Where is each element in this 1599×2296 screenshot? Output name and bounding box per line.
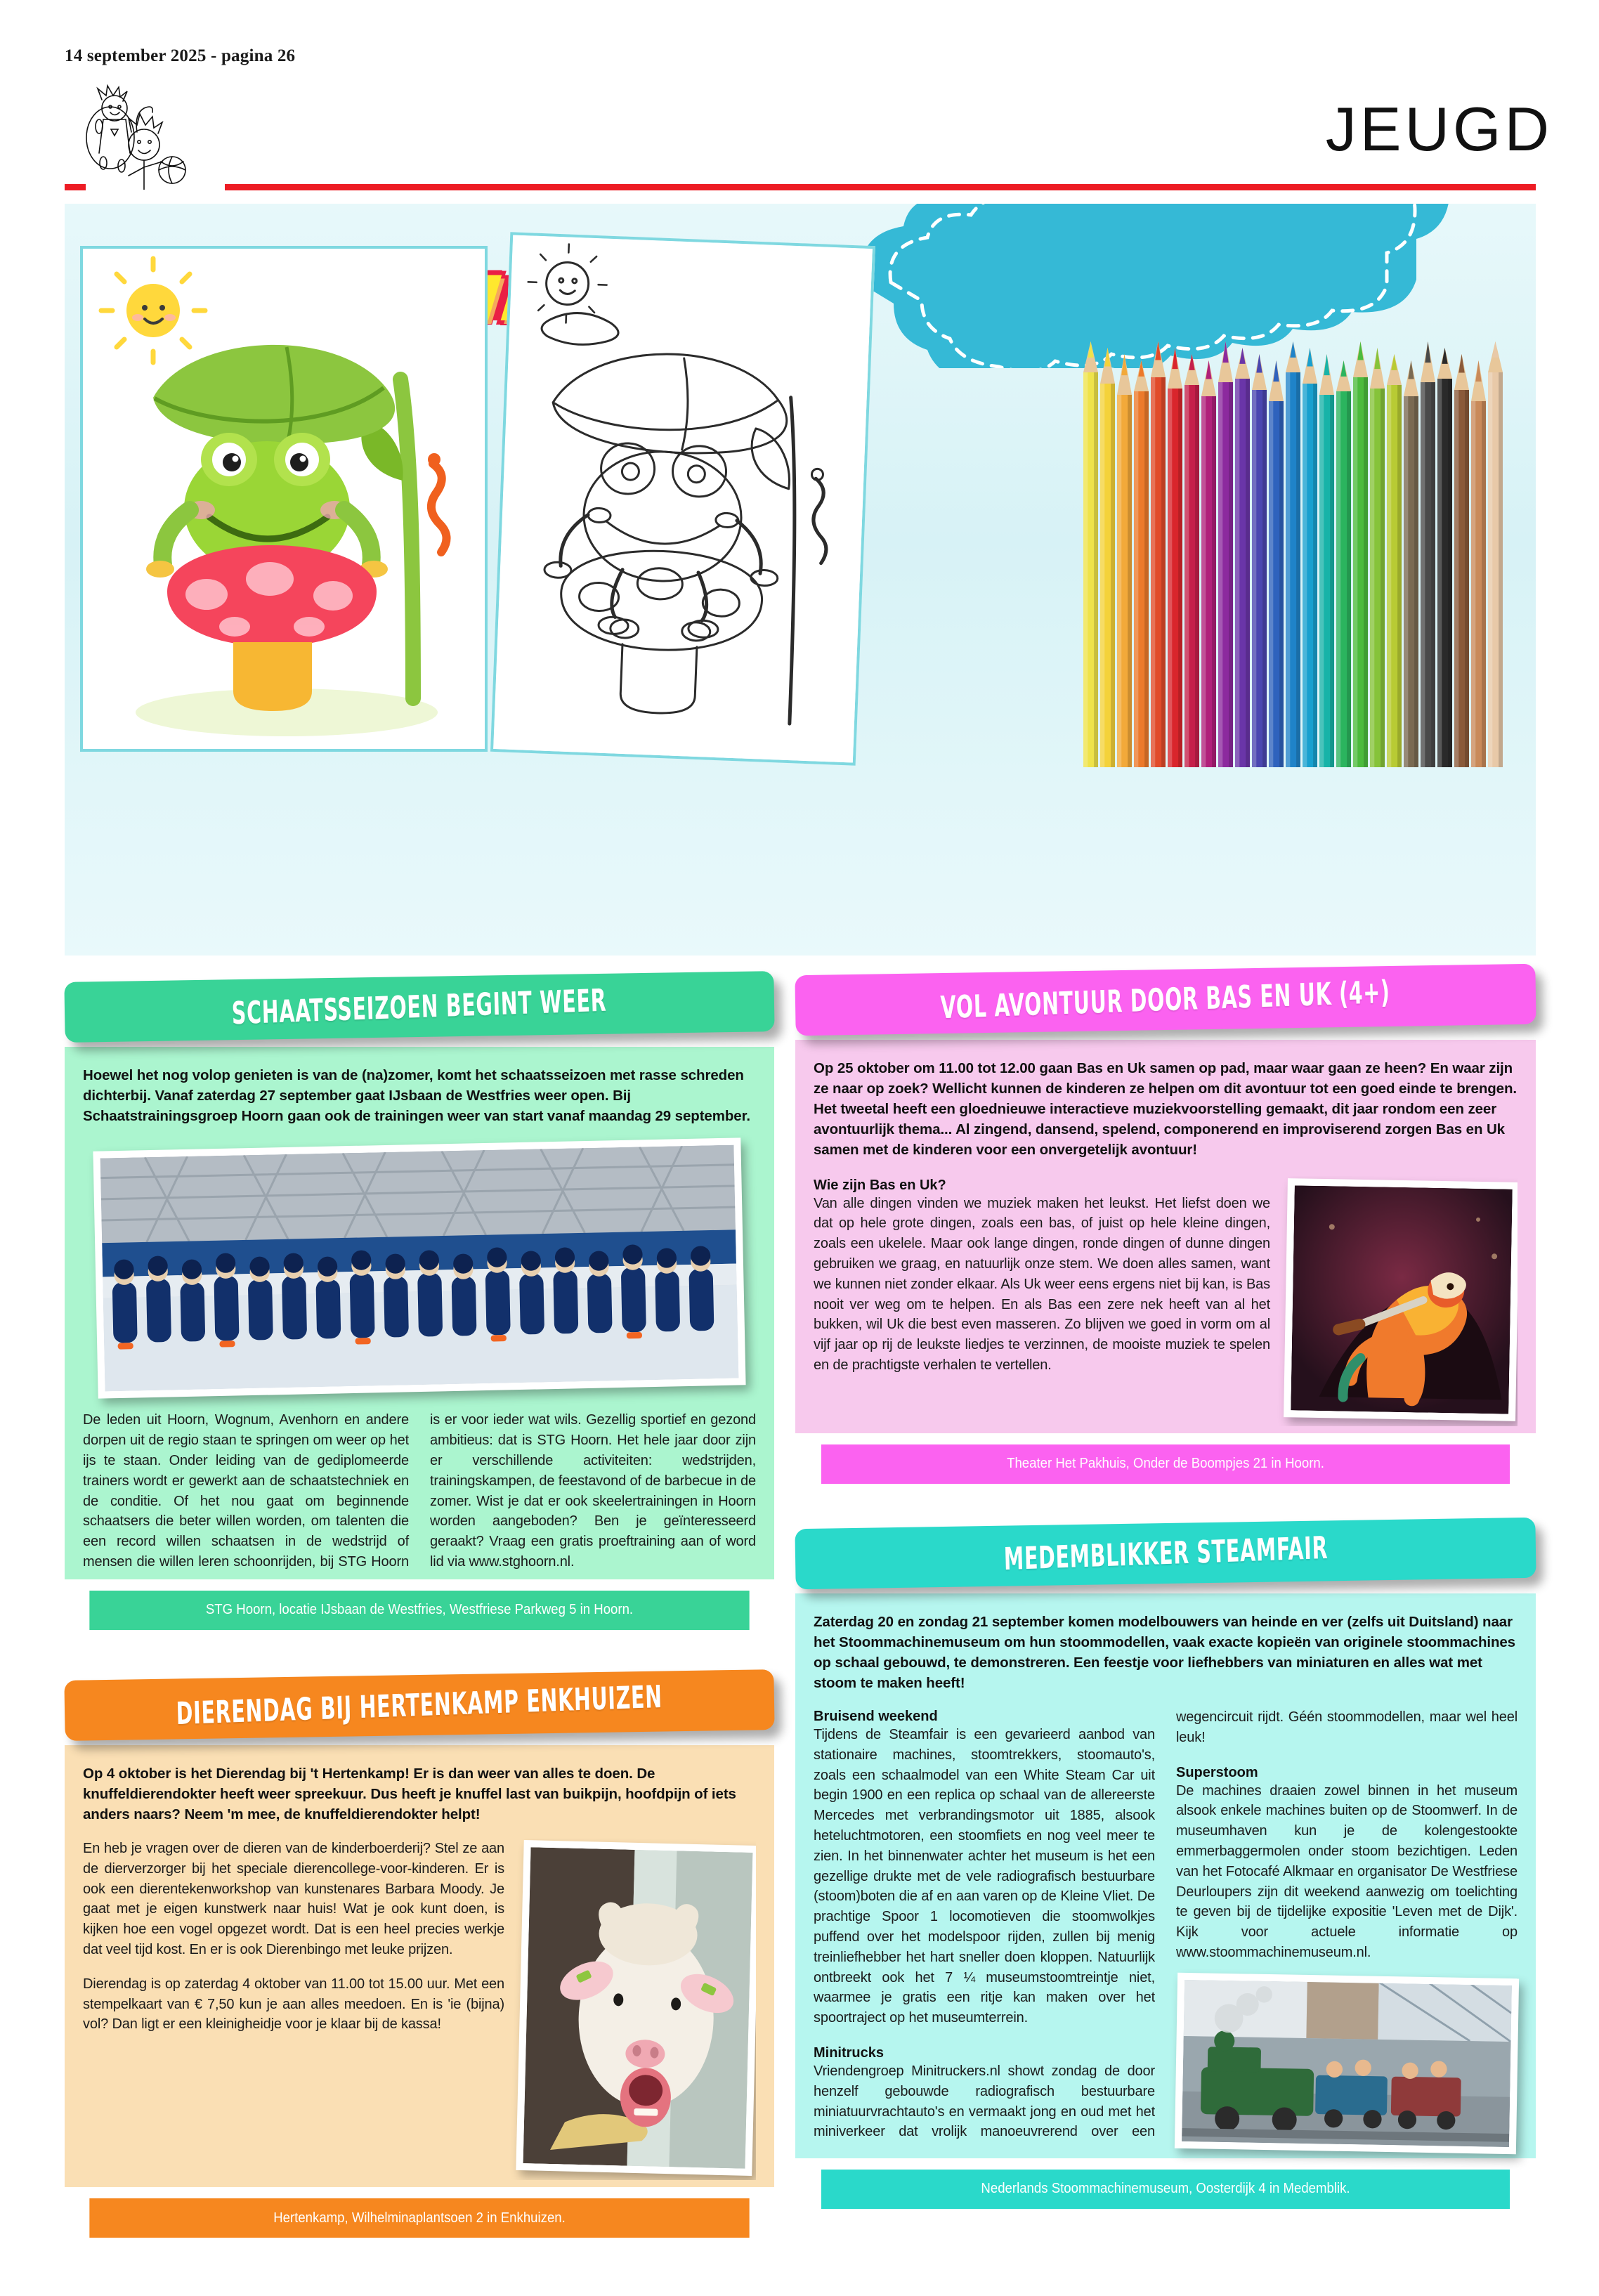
pencil (1319, 354, 1334, 767)
pencil (1471, 360, 1486, 767)
pencil (1269, 360, 1284, 767)
pencil (1353, 341, 1368, 767)
pencil (1336, 360, 1351, 767)
article-body-1: En heb je vragen over de dieren van de kinderboerderij? Stel ze aan de dierverzorger bij het speciale dierencollege-voor-kinderen. Er is ook een dierentekenworkshop van kunstenares Barbara Moody. Je gaat met je eigen kunstwerk naar huis! Wat je ook kunt doen, is kijken hoe een vogel opgezet wordt. Dat is een heel precies werkje dat veel tijd kost. En er is ook Dierenbingo met leuke prijzen. (83, 1841, 504, 1958)
pencil (1117, 354, 1132, 767)
right-column (795, 970, 1536, 2209)
article-caption: STG Hoorn, locatie IJsbaan de Westfries, Westfriese Parkweg 5 in Hoorn. (89, 1591, 749, 1630)
pencil (1151, 341, 1166, 767)
article-body-text: De leden uit Hoorn, Wognum, Avenhorn en andere dorpen uit de regio staan te springen om weer op het ijs te staan. Onder leiding van de gediplomeerde trainers wordt er gewerkt aan de schaatstechniek en de conditie. Of het nou gaat om beginnende schaatsers die beter willen worden, om talenten die een record willen schaatsen in de wedstrijd of mensen die willen leren schoonrijden, bij STG Hoorn is er voor ieder wat wils. Gezellig sportief en gezond ambitieus: dat is STG Hoorn. Het hele jaar door zijn er verschillende activiteiten: wedstrijden, trainingskampen, de feestavond of de barbecue in de zomer. Wist je dat er ook skeelertrainingen in Hoorn worden aangeboden? Ben je geïnteresseerd geraakt? Vraag een gratis proeftraining aan of word lid via www.stghoorn.nl. (83, 1412, 756, 1570)
pencil (1252, 354, 1267, 767)
article-header-dierendag (64, 1669, 774, 1741)
article-schaatsseizoen (65, 977, 774, 1630)
photo-steam-train (1175, 1973, 1519, 2154)
article-title: VOL AVONTUUR DOOR BAS EN UK (4+) (940, 974, 1391, 1026)
article-lead: Op 25 oktober om 11.00 tot 12.00 gaan Bas en Uk samen op pad, maar waar gaan ze heen? En waar zijn ze naar op zoek? Wellicht kunnen de kinderen ze helpen om dit avontuur tot een goed einde te brengen. Het tweetal heeft een gloednieuwe interactieve muziekvoorstelling gemaakt, dit jaar rondom een zeer avontuurlijk thema... Al zingend, dansend, spelend, componerend en improviserend zorgen Bas en Uk samen met de kinderen voor een onvergetelijk avontuur! (814, 1060, 1517, 1159)
article-subhead-2: Minitrucks (814, 2044, 885, 2061)
dateline: 14 september 2025 - pagina 26 (65, 46, 296, 65)
pencil (1286, 341, 1300, 767)
pencil (1218, 341, 1233, 767)
colored-pencils-illustration (1076, 337, 1526, 773)
article-body-schaatsseizoen (65, 1047, 774, 1579)
nakleuren-hero (65, 204, 1536, 955)
coloring-page-color-version (80, 246, 488, 752)
pencil (1100, 348, 1115, 767)
article-header-steamfair (795, 1517, 1536, 1589)
article-caption: Hertenkamp, Wilhelminaplantsoen 2 in Enkhuizen. (89, 2198, 749, 2238)
photo-bas-en-uk (1284, 1178, 1518, 1421)
pencil (1421, 341, 1435, 767)
article-dierendag (65, 1675, 774, 2238)
article-bas-en-uk (795, 970, 1536, 1484)
article-header-bas-en-uk (795, 964, 1536, 1036)
left-column (65, 977, 774, 2238)
article-lead: Op 4 oktober is het Dierendag bij 't Hertenkamp! Er is dan weer van alles te doen. De knuffeldierendokter heeft weer spreekuur. Dus heeft je knuffel last van buikpijn, hoofdpijn of iets anders naars? Neem 'm mee, de knuffeldierendokter helpt! (83, 1765, 736, 1822)
rule-right (225, 184, 1536, 190)
article-lead: Hoewel het nog volop genieten is van de (na)zomer, komt het schaatsseizoen met rasse schreden dichterbij. Vanaf zaterdag 27 september gaat IJsbaan de Westfries weer open. Bij Schaatstrainingsgroep Hoorn gaan ook de trainingen weer van start vanaf maandag 29 september. (83, 1067, 750, 1125)
article-lead: Zaterdag 20 en zondag 21 september komen modelbouwers van heinde en ver (zelfs uit Duitsland) naar het Stoommachinemuseum om hun stoommodellen, vaak exacte kopieën van originele stoommachines op schaal gebouwd, te demonstreren. Een feestje voor liefhebbers van miniaturen en alles wat met stoom te maken heeft! (814, 1613, 1515, 1691)
article-title: MEDEMBLIKKER STEAMFAIR (1003, 1529, 1329, 1577)
article-header-schaatsseizoen (64, 971, 774, 1043)
article-body-2: Dierendag is op zaterdag 4 oktober van 11.00 tot 15.00 uur. Met een stempelkaart van € 7,50 kun je aan alles meedoen. En is 'ie (bijna) vol? Dan ligt er een kleinigheidje voor je klaar bij de kassa! (83, 1976, 504, 2033)
article-body-dierendag (65, 1745, 774, 2187)
article-title: SCHAATSSEIZOEN BEGINT WEER (231, 982, 608, 1031)
page-title: JEUGD (1325, 94, 1553, 164)
pencil (1404, 360, 1418, 767)
pencil (1370, 348, 1385, 767)
pencil (1134, 360, 1149, 767)
article-caption: Theater Het Pakhuis, Onder de Boompjes 21 in Hoorn. (821, 1444, 1510, 1484)
article-body-3: De machines draaien zowel binnen in het museum alsook enkele machines buiten op de Stoomwerf. In de museumhaven kun je de kolengestookte emmerbaggermolen onder stoom bezichtigen. Leden van het Fotocafé Alkmaar en organisator De Westfriese Deurloupers zijn dit weekend aanwezig om toelichting te geven bij de tijdelijke expositie 'Leven met de Dijk'. Kijk voor actuele informatie op www.stoommachinemuseum.nl. (1176, 1782, 1518, 1960)
article-subhead: Wie zijn Bas en Uk? (814, 1177, 946, 1193)
article-body-2: Vriendengroep Minitruckers.nl showt zondag de door henzelf gebouwde radiografisch bestuurbare miniatuurvrachtauto's en vermaakt jong en oud met het miniverkeer dat vrolijk manoeuvrerend over een wegencircuit rijdt. Géén stoommodellen, maar wel heel leuk! (814, 1709, 1518, 2140)
pencil (1235, 348, 1250, 767)
article-steamfair (795, 1523, 1536, 2209)
kids-doodle-icon (67, 77, 214, 190)
rule-left (65, 184, 86, 190)
pencil (1184, 354, 1199, 767)
masthead (0, 0, 1599, 211)
pencil (1454, 354, 1469, 767)
pencil (1488, 341, 1503, 767)
pencil (1387, 354, 1402, 767)
article-body-steamfair (795, 1593, 1536, 2158)
photo-sheep (516, 1840, 756, 2176)
article-body-text: Van alle dingen vinden we muziek maken het leukst. Het liefst doen we dat op hele grote dingen, zoals een bas, of juist op hele kleine dingen, zoals een ukelele. Maar ook lange dingen, ronde dingen of dunne dingen gebruiken we graag, en natuurlijk onze stem. We doen alles samen, want we kunnen niet zonder elkaar. Als Uk weer eens ergens niet bij kan, is Bas nooit ver weg om te helpen. En als Bas een zere nek heeft van al het bukken, wil Uk die best even masseren. Zo blijven we goed in vorm om al vijf jaar op rij de leukste liedjes te verzinnen, de mooiste muziek te spelen en de prachtigste verhalen te vertellen. (814, 1195, 1270, 1373)
pencil (1083, 341, 1098, 767)
article-title: DIERENDAG BIJ HERTENKAMP ENKHUIZEN (176, 1678, 663, 1732)
pencil (1437, 348, 1452, 767)
article-body-1: Tijdens de Steamfair is een gevarieerd aanbod van stationaire machines, stoomtrekkers, stoomauto's, zoals een schaalmodel van een White Steam Car uit begin 1900 en een replica op schaal van de allereerste Mercedes met verbrandingsmotor uit 1885, alsook heteluchtmotoren, een stoomfiets en nog veel meer te zien. In het binnenwater achter het museum is het een gezellige drukte met de vele radiografisch bestuurbare (stoom)boten die af en aan varen op de Kleine Vliet. De prachtige Spoor 1 locomotieven die stoomwolkjes puffend over het modelspoor rijden, zullen bij menig treinliefhebber het hart sneller doen kloppen. Natuurlijk ontbreekt ook het 7 ¼ museumstoomtreintje niet, waarmee je gratis een ritje kan maken over het spoortraject op het museumterrein. (814, 1726, 1155, 2026)
photo-skating-team (93, 1138, 745, 1399)
pencil (1201, 360, 1216, 767)
article-subhead-1: Bruisend weekend (814, 1708, 938, 1724)
pencil (1168, 348, 1182, 767)
article-subhead-3: Superstoom (1176, 1764, 1258, 1780)
article-caption: Nederlands Stoommachinemuseum, Oosterdijk 4 in Medemblik. (821, 2170, 1510, 2209)
article-body-bas-en-uk (795, 1040, 1536, 1433)
pencil (1303, 348, 1317, 767)
coloring-page-outline-version (490, 232, 875, 765)
